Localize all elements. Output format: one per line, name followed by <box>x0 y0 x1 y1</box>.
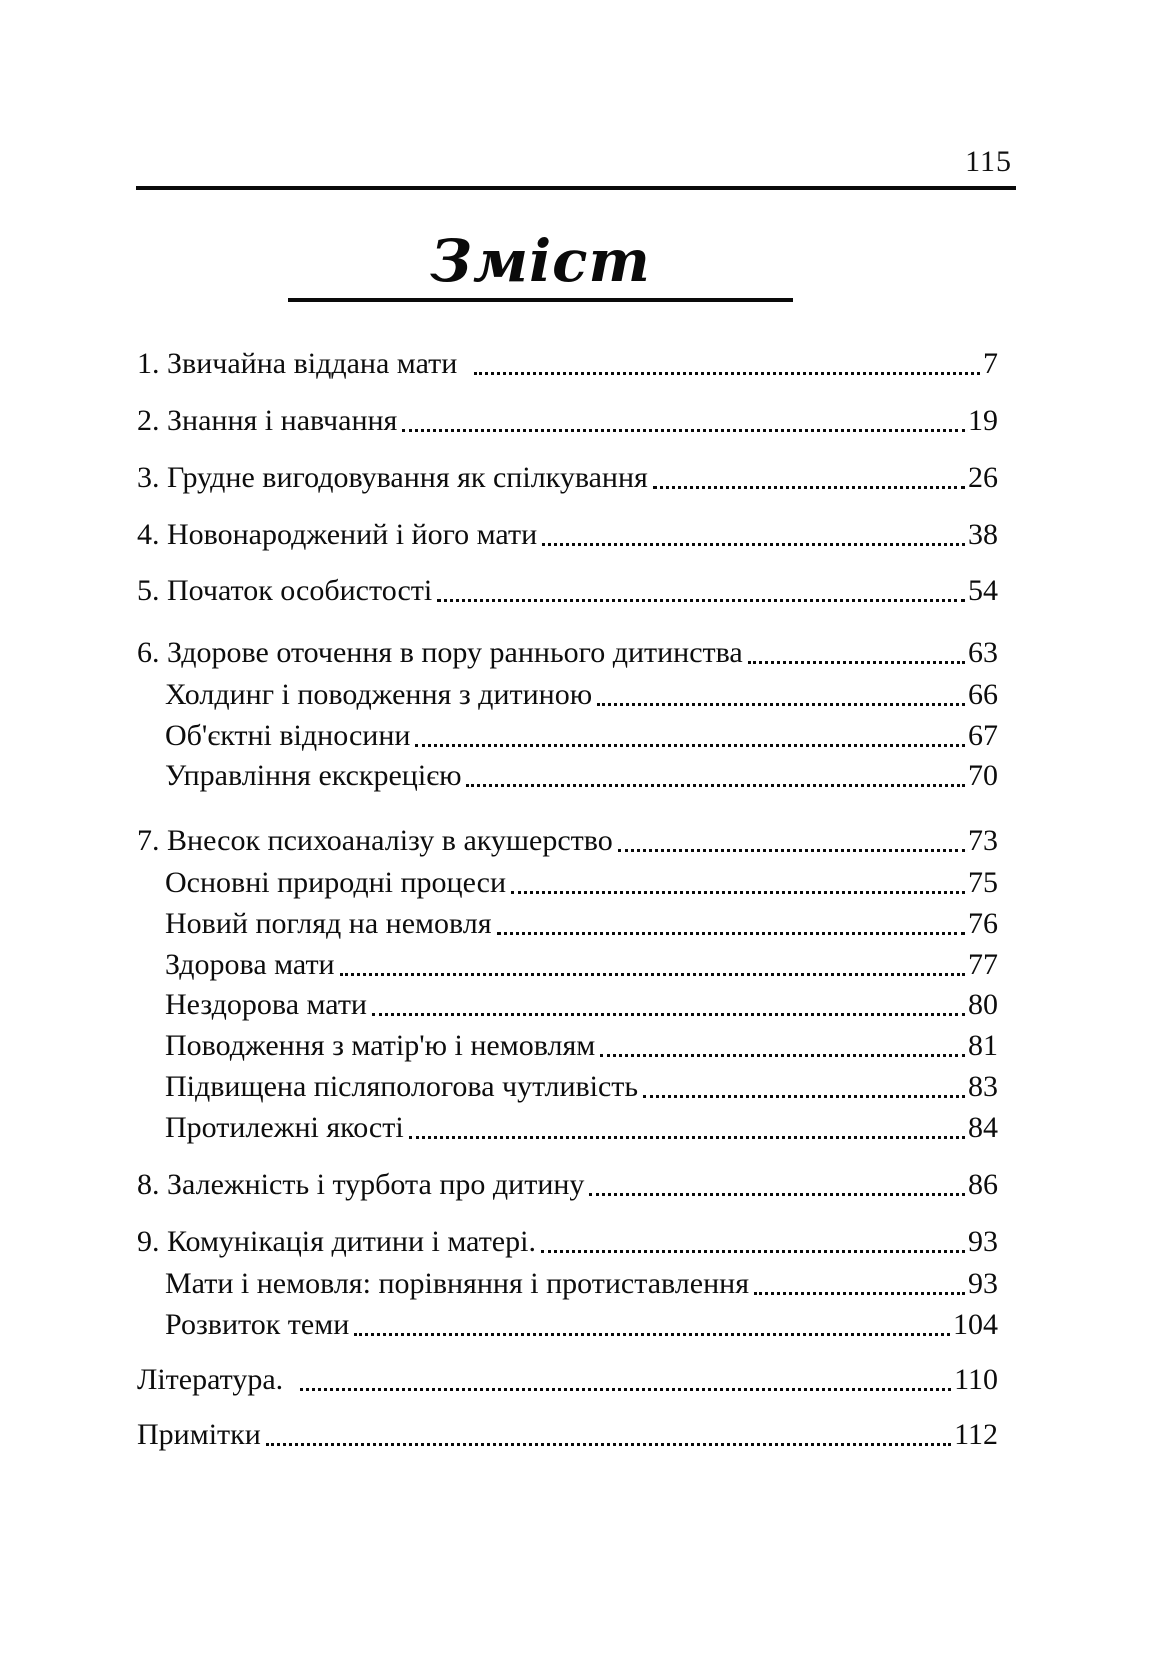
dot-leader <box>354 1307 950 1336</box>
dot-leader <box>541 1224 965 1253</box>
dot-leader <box>748 635 965 664</box>
toc-entry-page: 67 <box>968 719 998 752</box>
toc-entry-page: 66 <box>968 678 998 711</box>
toc-entry-label: Основні природні процеси <box>165 866 507 899</box>
toc-entry-1 <box>137 346 998 382</box>
toc-entry-8 <box>137 1167 998 1203</box>
toc-entry-page: 54 <box>968 574 998 607</box>
dot-leader <box>497 906 965 935</box>
toc-entry-label: Підвищена післяпологова чутливість <box>165 1070 639 1103</box>
toc-entry-7-5 <box>137 1028 998 1064</box>
dot-leader <box>300 1362 951 1391</box>
toc-entry-9-1 <box>137 1266 998 1302</box>
toc-entry-label: Новий погляд на немовля <box>165 907 492 940</box>
toc-entry-label: Об'єктні відносини <box>165 719 411 752</box>
toc-entry-label: 2. Знання і навчання <box>137 404 398 437</box>
dot-leader <box>340 947 965 976</box>
toc-entry-label: Примітки <box>137 1418 261 1451</box>
toc-entry-page: 104 <box>953 1308 998 1341</box>
dot-leader <box>618 823 965 852</box>
dot-leader <box>542 517 965 546</box>
toc-entry-label: Здорова мати <box>165 948 335 981</box>
toc-entry-9 <box>137 1224 998 1260</box>
toc-entry-page: 38 <box>968 518 998 551</box>
dot-leader <box>409 1110 965 1139</box>
toc-entry-page: 110 <box>954 1363 998 1396</box>
toc-entry-literature <box>137 1362 998 1398</box>
toc-entry-5 <box>137 573 998 609</box>
toc-entry-7-7 <box>137 1110 998 1146</box>
toc-entry-page: 83 <box>968 1070 998 1103</box>
dot-leader <box>466 758 965 787</box>
toc-entry-page: 63 <box>968 636 998 669</box>
toc-entry-9-2 <box>137 1307 998 1343</box>
toc-entry-label: 8. Залежність і турбота про дитину <box>137 1168 585 1201</box>
toc-entry-label: 6. Здорове оточення в пору раннього дитинства <box>137 636 743 669</box>
toc-entry-7-3 <box>137 947 998 983</box>
dot-leader <box>402 403 965 432</box>
page-number: 115 <box>965 145 1012 178</box>
toc-entry-label: 7. Внесок психоаналізу в акушерство <box>137 824 613 857</box>
toc-entry-6-3 <box>137 758 998 794</box>
toc-entry-label: 3. Грудне вигодовування як спілкування <box>137 461 648 494</box>
dot-leader <box>511 865 965 894</box>
toc-entry-7-2 <box>137 906 998 942</box>
toc-entry-page: 73 <box>968 824 998 857</box>
toc-entry-page: 81 <box>968 1029 998 1062</box>
toc-entry-label: Нездорова мати <box>165 988 367 1021</box>
toc-entry-label: Мати і немовля: порівняння і протиставлення <box>165 1267 749 1300</box>
toc-entry-7-1 <box>137 865 998 901</box>
dot-leader <box>754 1266 965 1295</box>
toc-entry-2 <box>137 403 998 439</box>
toc-entry-page: 112 <box>954 1418 998 1451</box>
toc-entry-page: 80 <box>968 988 998 1021</box>
dot-leader <box>372 987 965 1016</box>
dot-leader <box>474 346 980 375</box>
toc-entry-label: Управління екскрецією <box>165 759 462 792</box>
dot-leader <box>597 677 965 706</box>
toc-entry-7 <box>137 823 998 859</box>
toc-entry-label: Протилежні якості <box>165 1111 404 1144</box>
dot-leader <box>600 1028 965 1057</box>
toc-entry-page: 76 <box>968 907 998 940</box>
dot-leader <box>653 460 965 489</box>
toc-entry-page: 7 <box>983 347 998 380</box>
toc-entry-notes <box>137 1417 998 1453</box>
toc-entry-6 <box>137 635 998 671</box>
page-title: Зміст <box>430 227 651 295</box>
toc-entry-page: 86 <box>968 1168 998 1201</box>
toc-entry-label: Поводження з матір'ю і немовлям <box>165 1029 596 1062</box>
toc-entry-label: 1. Звичайна віддана мати <box>137 347 458 380</box>
toc-entry-label: Холдинг і поводження з дитиною <box>165 678 593 711</box>
dot-leader <box>415 718 965 747</box>
toc-entry-label: Література. <box>137 1363 284 1396</box>
toc-entry-page: 77 <box>968 948 998 981</box>
toc-entry-page: 93 <box>968 1225 998 1258</box>
table-of-contents <box>137 0 998 1654</box>
toc-entry-6-1 <box>137 677 998 713</box>
toc-entry-label: 5. Початок особистості <box>137 574 433 607</box>
toc-entry-7-4 <box>137 987 998 1023</box>
toc-entry-page: 93 <box>968 1267 998 1300</box>
toc-entry-label: Розвиток теми <box>165 1308 350 1341</box>
toc-entry-7-6 <box>137 1069 998 1105</box>
dot-leader <box>589 1167 965 1196</box>
toc-entry-3 <box>137 460 998 496</box>
toc-entry-label: 9. Комунікація дитини і матері. <box>137 1225 536 1258</box>
toc-entry-label: 4. Новонароджений і його мати <box>137 518 538 551</box>
dot-leader <box>643 1069 965 1098</box>
toc-entry-page: 70 <box>968 759 998 792</box>
dot-leader <box>437 573 965 602</box>
toc-entry-page: 19 <box>968 404 998 437</box>
toc-entry-4 <box>137 517 998 553</box>
toc-entry-page: 84 <box>968 1111 998 1144</box>
toc-entry-page: 26 <box>968 461 998 494</box>
dot-leader <box>266 1417 951 1446</box>
toc-entry-page: 75 <box>968 866 998 899</box>
toc-entry-6-2 <box>137 718 998 754</box>
